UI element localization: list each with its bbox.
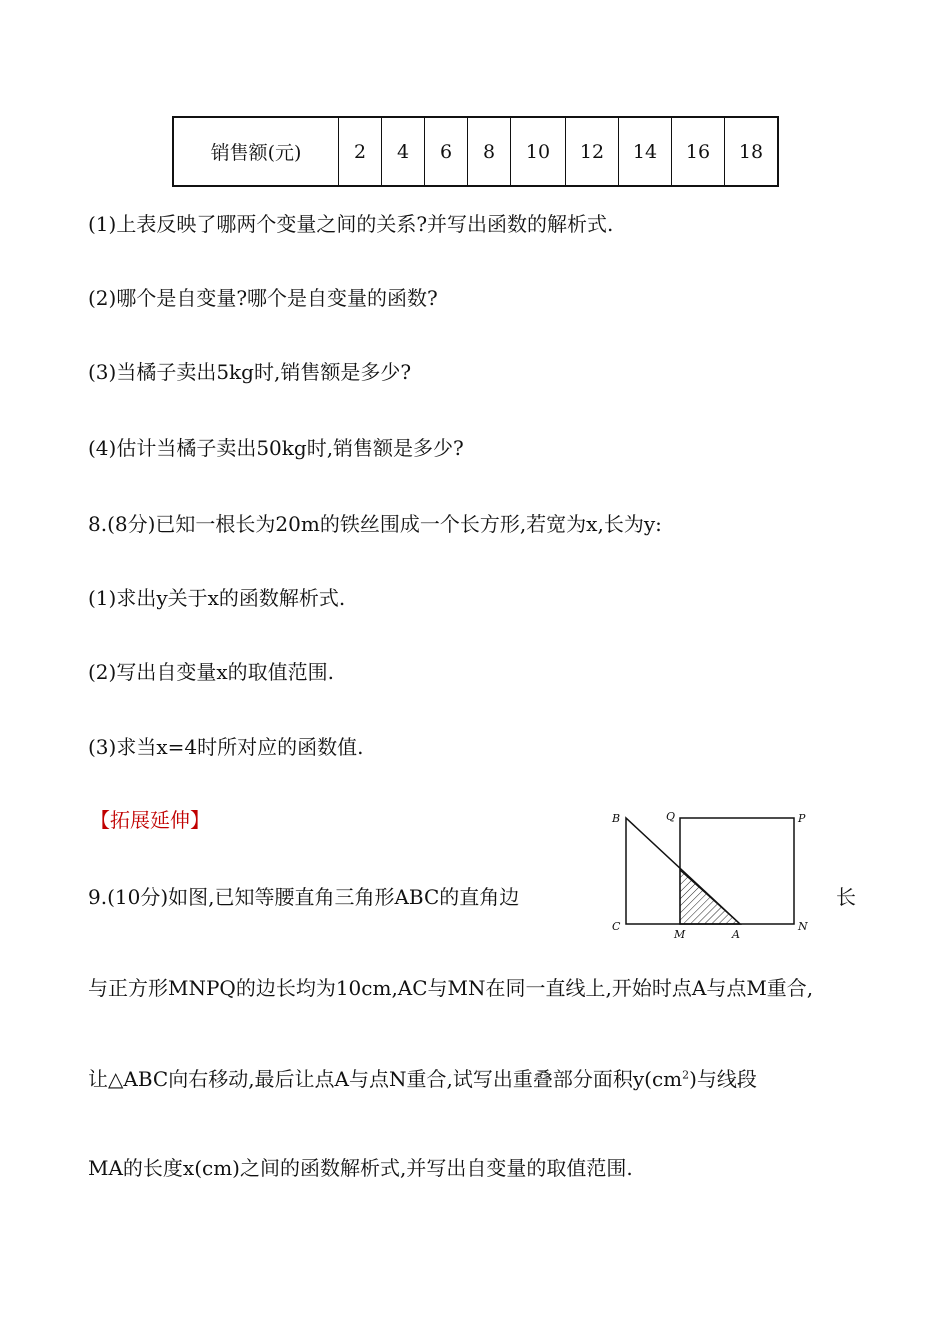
label-m: M bbox=[674, 928, 686, 941]
label-n: N bbox=[798, 920, 808, 933]
q7-part-4: (4)估计当橘子卖出50kg时,销售额是多少? bbox=[88, 436, 464, 460]
label-a: A bbox=[732, 928, 740, 941]
q9-line-1: 9.(10分)如图,已知等腰直角三角形ABC的直角边 bbox=[88, 885, 520, 909]
q7-part-2: (2)哪个是自变量?哪个是自变量的函数? bbox=[88, 286, 438, 310]
q8-part-1: (1)求出y关于x的函数解析式. bbox=[88, 586, 346, 610]
table-cell: 4 bbox=[382, 117, 425, 186]
geometry-figure bbox=[608, 808, 818, 943]
q9-line-4: MA的长度x(cm)之间的函数解析式,并写出自变量的取值范围. bbox=[88, 1156, 633, 1180]
table-cell: 12 bbox=[566, 117, 619, 186]
table-cell: 8 bbox=[468, 117, 511, 186]
label-b: B bbox=[612, 812, 621, 825]
label-p: P bbox=[798, 812, 806, 825]
label-c: C bbox=[612, 920, 621, 933]
q8-part-2: (2)写出自变量x的取值范围. bbox=[88, 660, 334, 684]
table-cell: 14 bbox=[619, 117, 672, 186]
q7-part-3: (3)当橘子卖出5kg时,销售额是多少? bbox=[88, 360, 412, 384]
table-row bbox=[173, 117, 778, 186]
q9-line-2: 与正方形MNPQ的边长均为10cm,AC与MN在同一直线上,开始时点A与点M重合, bbox=[88, 976, 814, 1000]
table-cell: 6 bbox=[425, 117, 468, 186]
label-q: Q bbox=[666, 810, 676, 823]
table-cell: 2 bbox=[339, 117, 382, 186]
table-cell: 18 bbox=[725, 117, 779, 186]
q9-line-3: 让△ABC向右移动,最后让点A与点N重合,试写出重叠部分面积$y(cm^2)$与线段 bbox=[88, 1067, 757, 1091]
sales-table bbox=[172, 116, 779, 187]
table-cell: 16 bbox=[672, 117, 725, 186]
q8-part-3: (3)求当x=4时所对应的函数值. bbox=[88, 735, 364, 759]
q7-part-1: (1)上表反映了哪两个变量之间的关系?并写出函数的解析式. bbox=[88, 212, 614, 236]
q8-stem: 8.(8分)已知一根长为20m的铁丝围成一个长方形,若宽为x,长为y: bbox=[88, 512, 662, 536]
table-header-cell: 销售额(元) bbox=[173, 117, 339, 186]
q9-line-1-end: 长 bbox=[836, 885, 856, 909]
table-cell: 10 bbox=[511, 117, 566, 186]
section-heading: 【拓展延伸】 bbox=[90, 808, 210, 832]
